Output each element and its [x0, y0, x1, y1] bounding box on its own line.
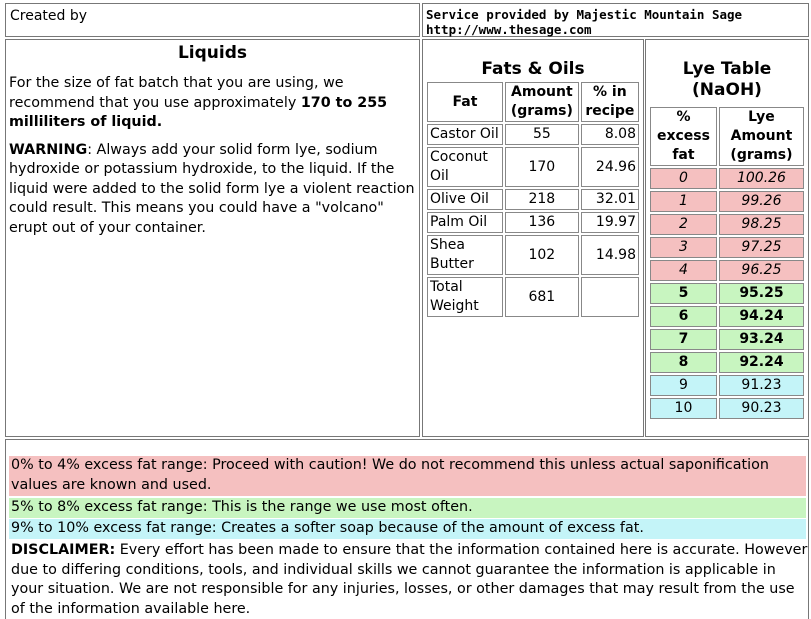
fats-table — [425, 80, 641, 319]
col-excess-fat: % excess fat — [650, 107, 717, 166]
table-row — [650, 237, 804, 258]
legend-softer: 9% to 10% excess fat range: Creates a softer soap because of the amount of excess fat. — [9, 519, 806, 539]
fat-name: Total Weight — [427, 277, 503, 317]
liquids-panel — [5, 39, 420, 437]
excess-fat-value: 6 — [650, 306, 717, 327]
col-pct: % in recipe — [581, 82, 639, 122]
fat-name: Olive Oil — [427, 189, 503, 210]
lye-amount-value: 92.24 — [719, 352, 804, 373]
lye-amount-value: 96.25 — [719, 260, 804, 281]
lye-amount-value: 90.23 — [719, 398, 804, 419]
liquids-title: Liquids — [177, 43, 248, 63]
liquids-text — [9, 74, 417, 246]
legend-recommended: 5% to 8% excess fat range: This is the range we use most often. — [9, 498, 806, 518]
lye-amount-value: 94.24 — [719, 306, 804, 327]
excess-fat-value: 9 — [650, 375, 717, 396]
table-row — [427, 277, 639, 317]
fat-amount: 218 — [505, 189, 579, 210]
fat-name: Palm Oil — [427, 212, 503, 233]
lye-amount-value: 99.26 — [719, 191, 804, 212]
lye-amount-value: 97.25 — [719, 237, 804, 258]
service-provider: Service provided by Majestic Mountain Sage — [426, 7, 743, 22]
disclaimer-label: DISCLAIMER: — [11, 542, 116, 558]
table-row — [427, 147, 639, 187]
lye-amount-value: 93.24 — [719, 329, 804, 350]
lye-amount-value: 95.25 — [719, 283, 804, 304]
warning-label: WARNING — [9, 141, 88, 158]
fat-amount: 170 — [505, 147, 579, 187]
service-cell — [422, 3, 809, 37]
fats-oils-title: Fats & Oils — [481, 59, 585, 79]
excess-fat-value: 8 — [650, 352, 717, 373]
excess-fat-value: 7 — [650, 329, 717, 350]
liquid-amount: 170 to 255 milliliters of liquid. — [9, 94, 388, 130]
table-row — [650, 168, 804, 189]
fat-amount: 681 — [505, 277, 579, 317]
warning-paragraph: WARNING: Always add your solid form lye, sodium hydroxide or potassium hydroxide, to the liquid. If the liquid were added to the solid form lye a violent reaction could result. This means you could have a "volcano" erupt out of your container. — [9, 141, 415, 236]
col-amount: Amount (grams) — [505, 82, 579, 122]
fat-pct: 19.97 — [581, 212, 639, 233]
excess-fat-value: 10 — [650, 398, 717, 419]
legend-caution: 0% to 4% excess fat range: Proceed with caution! We do not recommend this unless actual saponification values are known and used. — [9, 456, 806, 496]
lye-table-title: Lye Table (NaOH) — [682, 59, 772, 100]
excess-fat-value: 2 — [650, 214, 717, 235]
fat-pct — [581, 277, 639, 317]
table-row — [427, 235, 639, 275]
table-row — [650, 352, 804, 373]
fat-amount: 136 — [505, 212, 579, 233]
col-fat: Fat — [427, 82, 503, 122]
table-row — [427, 189, 639, 210]
fat-pct: 8.08 — [581, 124, 639, 145]
table-row — [650, 329, 804, 350]
fats-oils-panel — [422, 39, 644, 437]
notes-panel — [5, 439, 809, 619]
lye-amount-value: 91.23 — [719, 375, 804, 396]
lye-amount-value: 98.25 — [719, 214, 804, 235]
table-row — [650, 260, 804, 281]
table-row — [650, 375, 804, 396]
service-url-link[interactable]: http://www.thesage.com — [426, 22, 592, 37]
table-row — [427, 212, 639, 233]
excess-fat-value: 1 — [650, 191, 717, 212]
fat-pct: 14.98 — [581, 235, 639, 275]
fat-amount: 55 — [505, 124, 579, 145]
table-row — [650, 191, 804, 212]
fat-amount: 102 — [505, 235, 579, 275]
fat-name: Castor Oil — [427, 124, 503, 145]
lye-table — [648, 105, 806, 421]
table-row — [427, 124, 639, 145]
service-credit — [426, 7, 742, 37]
liquid-recommendation: For the size of fat batch that you are using, we recommend that you use approximately 170 to 255 milliliters of liquid. — [9, 75, 388, 130]
lye-amount-value: 100.26 — [719, 168, 804, 189]
fat-name: Coconut Oil — [427, 147, 503, 187]
excess-fat-value: 3 — [650, 237, 717, 258]
lye-table-panel — [645, 39, 809, 437]
table-row — [650, 306, 804, 327]
created-by-cell — [5, 3, 420, 37]
col-lye-amount: Lye Amount (grams) — [719, 107, 804, 166]
excess-fat-value: 0 — [650, 168, 717, 189]
table-row — [650, 283, 804, 304]
excess-fat-value: 4 — [650, 260, 717, 281]
excess-fat-value: 5 — [650, 283, 717, 304]
fat-name: Shea Butter — [427, 235, 503, 275]
table-row — [650, 398, 804, 419]
disclaimer: DISCLAIMER: Every effort has been made to ensure that the information contained here is accurate. However due to differing conditions, tools, and individual skills we cannot guarantee the information is applicable in your situation. We are not responsible for any injuries, losses, or other damages that may result from the use of the information available here. — [11, 542, 808, 617]
created-by-label: Created by — [10, 8, 88, 24]
table-row — [650, 214, 804, 235]
fat-pct: 32.01 — [581, 189, 639, 210]
fat-pct: 24.96 — [581, 147, 639, 187]
